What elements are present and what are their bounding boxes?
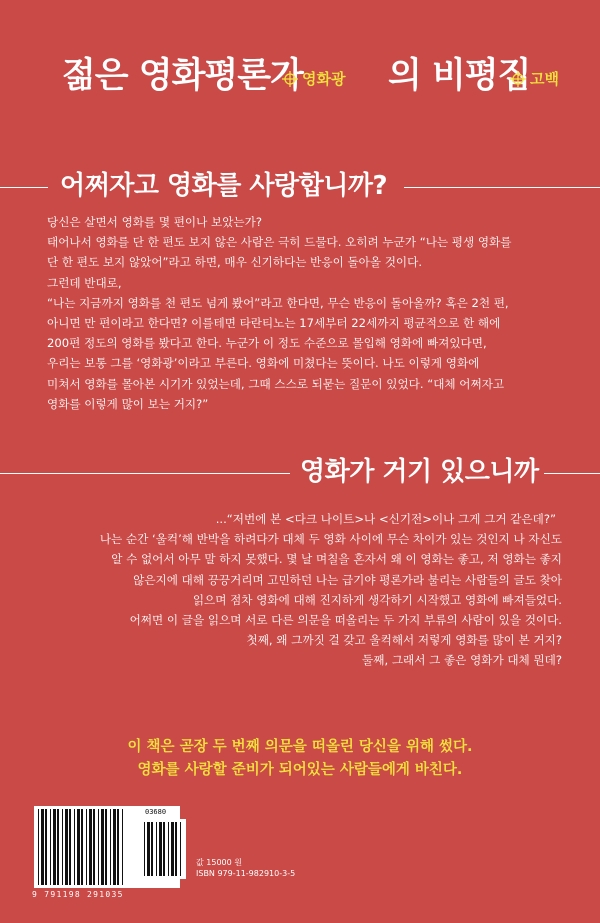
crosshair-icon	[282, 71, 298, 87]
barcode-number: 9 791198 291035	[32, 890, 124, 899]
body-line: 나는 순간 ‘울컥’해 반박을 하려다가 대체 두 영화 사이에 무슨 차이가 있는 것인지 나 자신도	[99, 532, 562, 547]
body-line: “나는 지금까지 영화를 천 편도 넘게 봤어”라고 한다면, 무슨 반응이 돌아올까? 혹은 2천 편,	[47, 295, 509, 310]
crosshair-icon	[510, 71, 526, 87]
body-line: 알 수 없어서 아무 말 하지 못했다. 몇 날 며칠을 혼자서 왜 이 영화는 좋고, 저 영화는 좋지	[111, 552, 562, 567]
book-title-main: 젊은 영화평론가	[62, 56, 303, 96]
section-1-body	[47, 212, 561, 414]
tag-label: 영화광	[302, 70, 346, 88]
barcode-addon-code: 03680	[145, 808, 167, 816]
body-line: 당신은 살면서 영화를 몇 편이나 보았는가?	[47, 215, 262, 229]
body-line: ...“저번에 본 <다크 나이트>나 <신기전>이나 그게 그거 같은데?”	[215, 512, 556, 526]
body-line: 미쳐서 영화를 몰아본 시기가 있었는데, 그때 스스로 되묻는 질문이 있었다. “대체 어쩌자고	[47, 376, 505, 391]
body-line: 우리는 보통 그를 ‘영화광’이라고 부른다. 영화에 미쳤다는 뜻이다. 나도 이렇게 영화에	[47, 356, 480, 371]
divider-line	[544, 473, 600, 474]
closing-line-2: 영화를 사랑할 준비가 되어있는 사람들에게 바친다.	[137, 762, 463, 778]
body-line: 그런데 반대로,	[47, 275, 122, 290]
tag-movie-lover	[282, 68, 345, 89]
body-line: 200편 정도의 영화를 봤다고 한다. 누군가 이 정도 수준으로 몰입해 영화에 빠져있다면,	[47, 336, 487, 351]
section-heading-1: 어쩌자고 영화를 사랑합니까?	[60, 171, 388, 201]
price-label: 값 15000 원	[196, 858, 242, 867]
isbn-label: ISBN 979-11-982910-3-5	[196, 869, 296, 878]
divider-line	[0, 473, 290, 474]
body-line: 아니면 만 편이라고 한다면? 이를테면 타란티노는 17세부터 22세까지 평균적으로 한 해에	[47, 316, 501, 331]
body-line: 단 한 편도 보지 않았어”라고 하면, 매우 신기하다는 반응이 돌아올 것이다.	[47, 255, 423, 270]
barcode-addon	[128, 819, 186, 879]
body-line: 않은지에 대해 끙끙거리며 고민하던 나는 급기야 평론가라 불리는 사람들의 글도 찾아	[133, 572, 562, 587]
body-line: 둘째, 그래서 그 좋은 영화가 대체 뭔데?	[362, 653, 562, 668]
tag-label: 고백	[530, 70, 559, 88]
divider-line	[404, 187, 600, 188]
tag-confession	[510, 68, 559, 89]
body-line: 태어나서 영화를 단 한 편도 보지 않은 사람은 극히 드물다. 오히려 누군가 “나는 평생 영화를	[47, 235, 512, 250]
book-title-tail: 의 비평집	[388, 56, 531, 96]
closing-line-1: 이 책은 곧장 두 번째 의문을 떠올린 당신을 위해 썼다.	[127, 739, 473, 755]
body-line: 영화를 이렇게 많이 보는 거지?”	[47, 396, 209, 411]
barcode-addon-background	[128, 819, 186, 879]
body-line: 첫째, 왜 그까짓 걸 갖고 울컥해서 저렇게 영화를 많이 본 거지?	[246, 633, 562, 648]
divider-line	[0, 187, 48, 188]
section-2-body	[40, 509, 562, 671]
body-line: 읽으며 점차 영화에 대해 진지하게 생각하기 시작했고 영화에 빠져들었다.	[192, 592, 562, 607]
body-line: 어쩌면 이 글을 읽으며 서로 다른 의문을 떠올리는 두 가지 부류의 사람이 있을 것이다.	[129, 613, 562, 628]
section-heading-2: 영화가 거기 있으니까	[300, 457, 539, 487]
